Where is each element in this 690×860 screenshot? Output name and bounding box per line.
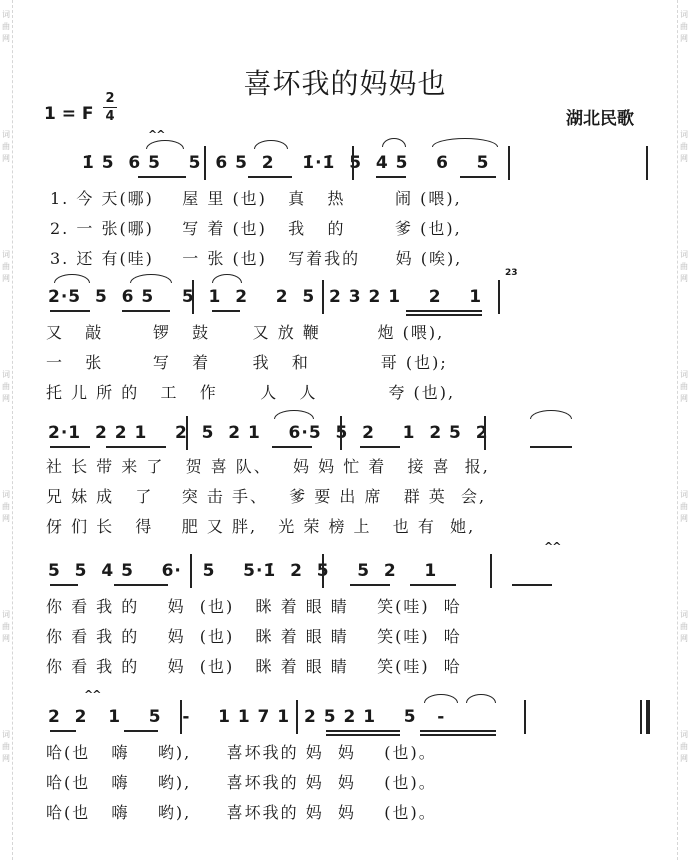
lyric-line-4-verse-3: 你 看 我 的 妈 (也) 眯 着 眼 睛 笑(哇) 哈: [46, 657, 462, 676]
final-barline-thin: [640, 700, 642, 734]
key-signature: 1 = F: [44, 104, 94, 124]
watermark-char: 网: [2, 274, 10, 283]
slur-arc: [212, 274, 242, 283]
time-signature-bar: [103, 107, 117, 108]
notation-line-3: 2·1 2 2 1 2 5 2 1 6·5 5 2 1 2 5 2: [48, 423, 489, 443]
beam-underline: [350, 584, 390, 586]
time-signature-top: 2: [105, 91, 115, 106]
lyric-line-4-verse-2: 你 看 我 的 妈 (也) 眯 着 眼 睛 笑(哇) 哈: [46, 627, 462, 646]
watermark-char: 网: [2, 34, 10, 43]
beam-underline: [410, 584, 456, 586]
barline: [186, 416, 188, 450]
slur-arc: [146, 140, 184, 149]
watermark-char: 词: [2, 730, 10, 739]
time-signature-bottom: 4: [105, 109, 115, 124]
song-title: 喜坏我的妈妈也: [243, 67, 447, 100]
grace-notes: 23: [505, 268, 518, 278]
ornament-mark: ^^: [148, 128, 165, 141]
beam-underline: [326, 730, 400, 732]
slur-arc: [432, 138, 498, 147]
watermark-char: 词: [680, 370, 688, 379]
beam-underline: [138, 176, 186, 178]
slur-arc: [424, 694, 458, 703]
barline: [646, 146, 648, 180]
ornament-mark: ^^: [544, 540, 561, 553]
barline: [498, 280, 500, 314]
notation-line-1: 1̇ 5 6 5 5 6 5 2 1̇·1̇ 5 4 5 6 5: [82, 153, 490, 173]
beam-underline: [122, 310, 170, 312]
watermark-char: 曲: [2, 142, 10, 151]
notation-line-2: 2·5 5 6 5 5 1 2 2 5 2 3 2 1 2 1: [48, 287, 483, 307]
watermark-char: 网: [2, 754, 10, 763]
watermark-strip-left: [0, 0, 13, 860]
watermark-char: 网: [2, 634, 10, 643]
lyric-line-5-verse-2: 哈(也 嗨 哟), 喜坏我的 妈 妈 (也)。: [46, 773, 437, 792]
barline: [204, 146, 206, 180]
watermark-char: 词: [2, 250, 10, 259]
barline: [524, 700, 526, 734]
watermark-char: 网: [2, 394, 10, 403]
beam-underline: [512, 584, 552, 586]
lyric-line-5-verse-1: 哈(也 嗨 哟), 喜坏我的 妈 妈 (也)。: [46, 743, 437, 762]
ornament-mark: ^^: [84, 688, 101, 701]
notation-line-4: 5 5 4 5 6· 5 5·1̇ 2 5 5 2 1: [48, 561, 438, 581]
time-signature: [103, 91, 117, 124]
barline: [192, 280, 194, 314]
slur-arc: [254, 140, 288, 149]
lyric-line-2-verse-1: 又 敲 锣 鼓 又 放 鞭 炮 (喂),: [46, 323, 445, 342]
watermark-char: 曲: [680, 262, 688, 271]
watermark-char: 网: [680, 394, 688, 403]
slur-arc: [382, 138, 406, 147]
beam-underline: [360, 446, 400, 448]
barline: [508, 146, 510, 180]
lyric-line-3-verse-2: 兄 妹 成 了 突 击 手、 爹 要 出 席 群 英 会,: [46, 487, 487, 506]
watermark-char: 曲: [680, 382, 688, 391]
beam-underline: [248, 176, 292, 178]
watermark-char: 曲: [680, 142, 688, 151]
beam-underline: [124, 730, 158, 732]
slur-arc: [274, 410, 314, 419]
watermark-char: 曲: [2, 22, 10, 31]
beam-underline: [50, 310, 90, 312]
watermark-char: 网: [680, 34, 688, 43]
lyric-line-4-verse-1: 你 看 我 的 妈 (也) 眯 着 眼 睛 笑(哇) 哈: [46, 597, 462, 616]
lyric-line-1-verse-2: 2. 一 张(哪) 写 着 (也) 我 的 爹 (也),: [50, 219, 462, 238]
lyric-line-1-verse-1: 1. 今 天(哪) 屋 里 (也) 真 热 闹 (喂),: [50, 189, 462, 208]
lyric-line-3-verse-1: 社 长 带 来 了 贺 喜 队、 妈 妈 忙 着 接 喜 报,: [46, 457, 490, 476]
beam-underline: [106, 446, 166, 448]
watermark-char: 曲: [680, 742, 688, 751]
barline: [180, 700, 182, 734]
watermark-char: 曲: [2, 742, 10, 751]
watermark-char: 网: [2, 154, 10, 163]
barline: [190, 554, 192, 588]
watermark-char: 词: [2, 610, 10, 619]
watermark-strip-right: [677, 0, 690, 860]
watermark-char: 词: [2, 130, 10, 139]
watermark-char: 曲: [2, 382, 10, 391]
lyric-line-3-verse-3: 伢 们 长 得 肥 又 胖, 光 荣 榜 上 也 有 她,: [46, 517, 476, 536]
lyric-line-2-verse-3: 托 儿 所 的 工 作 人 人 夸 (也),: [46, 383, 456, 402]
watermark-char: 词: [2, 10, 10, 19]
song-origin: 湖北民歌: [566, 109, 634, 129]
watermark-char: 词: [680, 10, 688, 19]
barline: [296, 700, 298, 734]
watermark-char: 曲: [680, 502, 688, 511]
watermark-char: 网: [680, 634, 688, 643]
barline: [322, 280, 324, 314]
watermark-char: 曲: [680, 22, 688, 31]
beam-underline: [50, 446, 90, 448]
lyric-line-2-verse-2: 一 张 写 着 我 和 哥 (也);: [46, 353, 448, 372]
watermark-char: 网: [680, 754, 688, 763]
beam-underline: [406, 314, 482, 316]
notation-line-5: 2 2 1 5 - 1 1 7 1 2 5 2 1 5 -: [48, 707, 446, 727]
watermark-char: 曲: [2, 262, 10, 271]
slur-arc: [530, 410, 572, 419]
beam-underline: [530, 446, 572, 448]
beam-underline: [114, 584, 168, 586]
barline: [352, 146, 354, 180]
watermark-char: 曲: [2, 502, 10, 511]
watermark-char: 词: [680, 130, 688, 139]
watermark-char: 词: [2, 490, 10, 499]
beam-underline: [212, 310, 240, 312]
watermark-char: 网: [680, 154, 688, 163]
beam-underline: [272, 446, 312, 448]
barline: [322, 554, 324, 588]
slur-arc: [466, 694, 496, 703]
beam-underline: [420, 730, 496, 732]
watermark-char: 网: [680, 514, 688, 523]
lyric-line-1-verse-3: 3. 还 有(哇) 一 张 (也) 写着我的 妈 (唉),: [50, 249, 463, 268]
watermark-char: 网: [680, 274, 688, 283]
barline: [340, 416, 342, 450]
beam-underline: [420, 734, 496, 736]
watermark-char: 词: [2, 370, 10, 379]
beam-underline: [50, 730, 76, 732]
watermark-char: 网: [2, 514, 10, 523]
beam-underline: [460, 176, 496, 178]
final-barline-thick: [646, 700, 650, 734]
lyric-line-5-verse-3: 哈(也 嗨 哟), 喜坏我的 妈 妈 (也)。: [46, 803, 437, 822]
watermark-char: 词: [680, 610, 688, 619]
watermark-char: 曲: [2, 622, 10, 631]
barline: [484, 416, 486, 450]
slur-arc: [54, 274, 90, 283]
beam-underline: [376, 176, 406, 178]
beam-underline: [50, 584, 78, 586]
beam-underline: [326, 734, 400, 736]
watermark-char: 词: [680, 730, 688, 739]
watermark-char: 词: [680, 490, 688, 499]
slur-arc: [130, 274, 172, 283]
beam-underline: [406, 310, 482, 312]
watermark-char: 曲: [680, 622, 688, 631]
watermark-char: 词: [680, 250, 688, 259]
barline: [490, 554, 492, 588]
